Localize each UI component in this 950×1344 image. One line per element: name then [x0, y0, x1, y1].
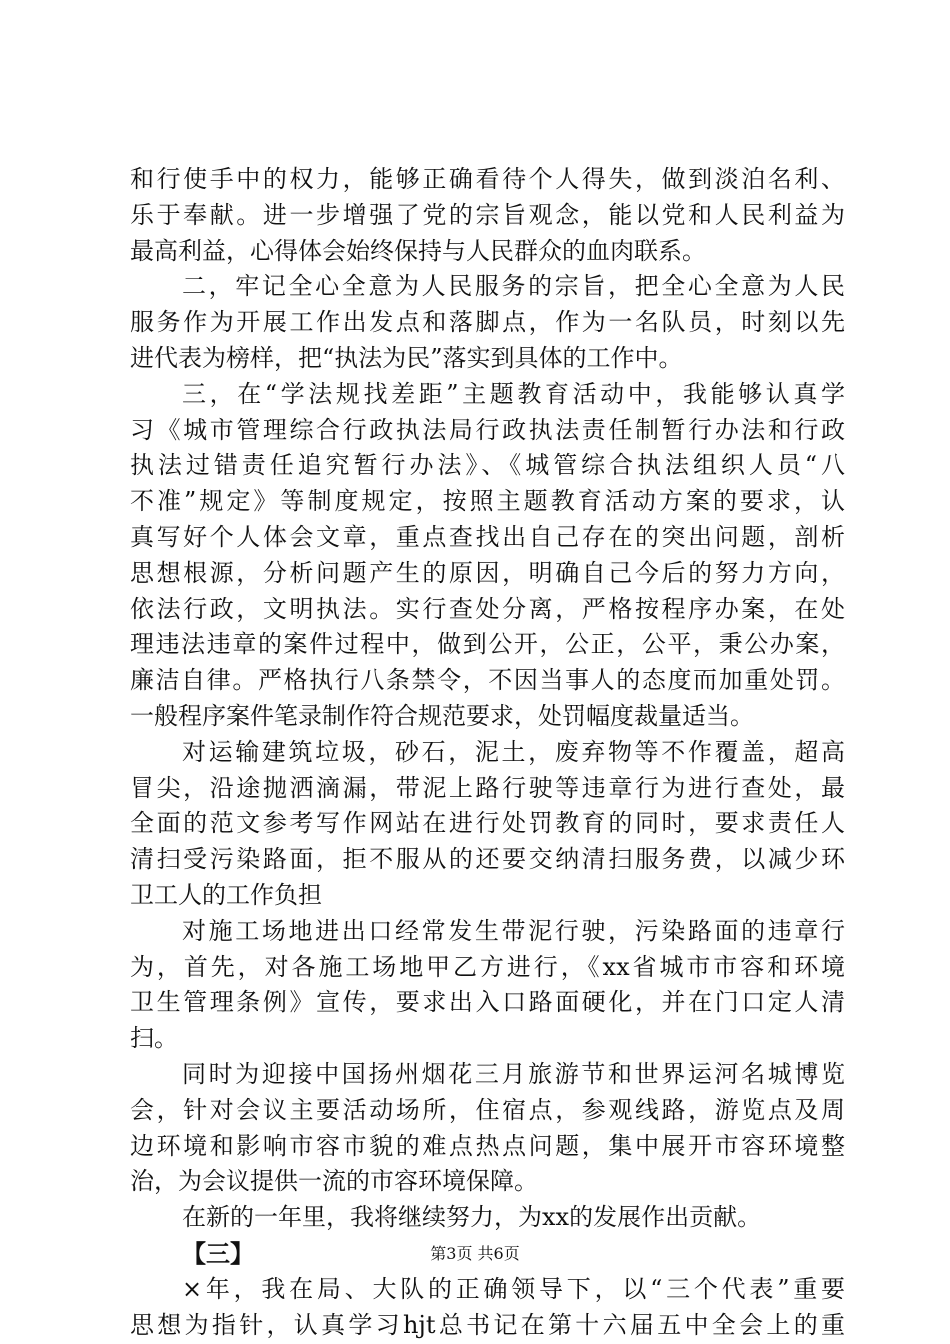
text-line: 服务作为开展工作出发点和落脚点，作为一名队员，时刻以先	[130, 308, 845, 337]
text-line: 边环境和影响市容市貌的难点热点问题，集中展开市容环境整	[130, 1131, 845, 1160]
section-heading: 【三】	[182, 1238, 254, 1268]
text-line: 廉洁自律。严格执行八条禁令，不因当事人的态度而加重处罚。	[130, 666, 845, 695]
text-line: 真写好个人体会文章，重点查找出自己存在的突出问题，剖析	[130, 522, 845, 551]
text-line: 理违法违章的案件过程中，做到公开，公正，公平，秉公办案，	[130, 630, 845, 659]
text-line: ×年，我在局、大队的正确领导下，以“三个代表”重要	[182, 1274, 845, 1303]
text-line: 进代表为榜样，把“执法为民”落实到具体的工作中。	[130, 343, 683, 372]
text-line: 习《城市管理综合行政执法局行政执法责任制暂行办法和行政	[130, 415, 845, 444]
text-line: 最高利益，心得体会始终保持与人民群众的血肉联系。	[130, 236, 706, 265]
text-line: 乐于奉献。进一步增强了党的宗旨观念，能以党和人民利益为	[130, 200, 845, 229]
text-line: 治，为会议提供一流的市容环境保障。	[130, 1167, 538, 1196]
text-line: 同时为迎接中国扬州烟花三月旅游节和世界运河名城博览	[182, 1059, 845, 1088]
text-line: 全面的范文参考写作网站在进行处罚教育的同时，要求责任人	[130, 809, 845, 838]
text-line: 一般程序案件笔录制作符合规范要求，处罚幅度裁量适当。	[130, 701, 754, 730]
text-line: 会，针对会议主要活动场所，住宿点，参观线路，游览点及周	[130, 1095, 845, 1124]
text-line: 对施工场地进出口经常发生带泥行驶，污染路面的违章行	[182, 916, 845, 945]
text-line: 冒尖，沿途抛洒滴漏，带泥上路行驶等违章行为进行查处，最	[130, 773, 845, 802]
text-line: 不准”规定》等制度规定，按照主题教育活动方案的要求，认	[130, 487, 845, 516]
text-line: 对运输建筑垃圾，砂石，泥土，废弃物等不作覆盖，超高	[182, 737, 845, 766]
text-line: 卫生管理条例》宣传，要求出入口路面硬化，并在门口定人清	[130, 988, 845, 1017]
text-line: 在新的一年里，我将继续努力，为xx的发展作出贡献。	[182, 1203, 762, 1232]
text-line: 和行使手中的权力，能够正确看待个人得失，做到淡泊名利、	[130, 165, 845, 193]
text-line: 思想根源，分析问题产生的原因，明确自己今后的努力方向，	[130, 558, 845, 587]
page-number-footer: 第3页 共6页	[430, 1244, 520, 1263]
text-line: 二，牢记全心全意为人民服务的宗旨，把全心全意为人民	[182, 272, 845, 301]
text-line: 清扫受污染路面，拒不服从的还要交纳清扫服务费，以减少环	[130, 845, 845, 874]
text-line: 思想为指针，认真学习hjt总书记在第十六届五中全会上的重	[130, 1310, 845, 1339]
text-line: 卫工人的工作负担	[130, 880, 322, 909]
text-line: 三，在“学法规找差距”主题教育活动中，我能够认真学	[182, 379, 845, 408]
text-line: 为，首先，对各施工场地甲乙方进行，《xx省城市市容和环境	[130, 952, 845, 981]
text-line: 扫。	[130, 1024, 178, 1053]
text-line: 依法行政，文明执法。实行查处分离，严格按程序办案，在处	[130, 594, 845, 623]
body-text	[130, 162, 845, 1343]
text-line: 执法过错责任追究暂行办法》、《城管综合执法组织人员“八	[130, 451, 845, 480]
